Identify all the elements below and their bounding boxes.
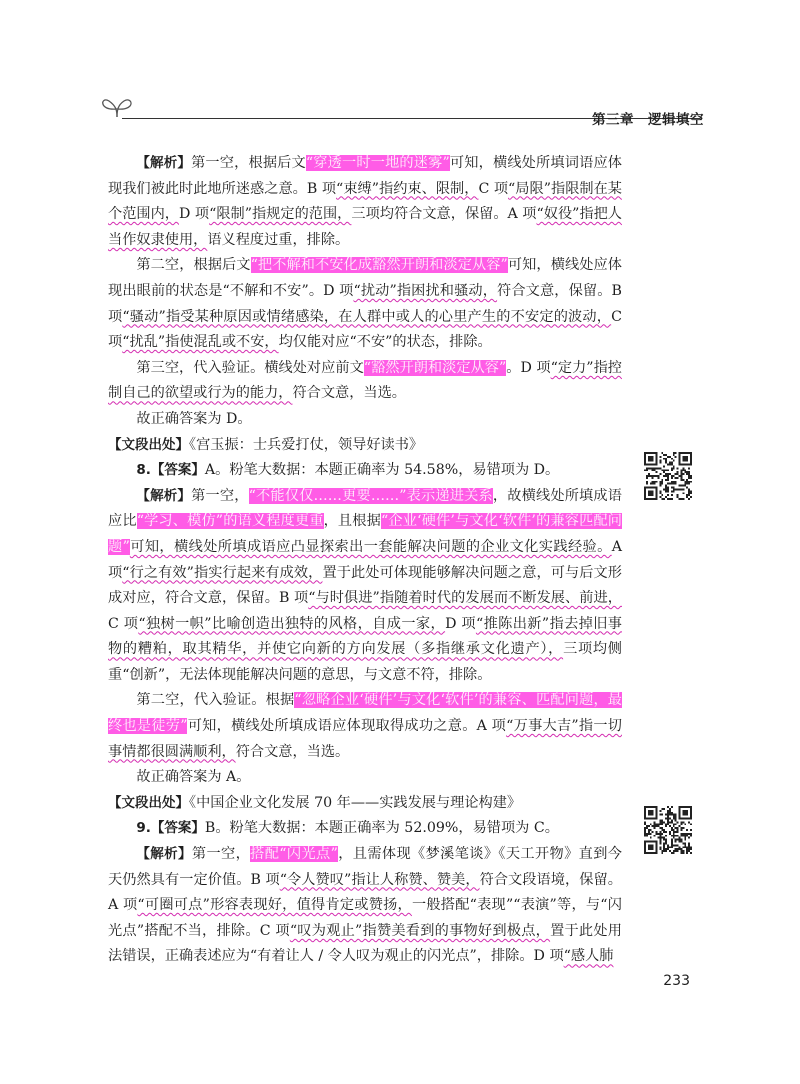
- highlighted-text: “穿透一时一地的迷雾”: [305, 155, 450, 171]
- body-text: 一般搭配“表现”“表演”等，与“闪光点”搭配不当，排除。C 项: [108, 897, 622, 939]
- paragraph: [108, 842, 622, 970]
- wavy-underlined-text: “限制”指规定的范围，: [209, 206, 352, 223]
- body-text: 故正确答案为 D。: [136, 410, 252, 427]
- body-text: 语义程度过重，排除。: [207, 231, 350, 248]
- body-text: 可知，横线处应体现出眼前的状态是“不解和不安”。D 项: [108, 257, 622, 299]
- body-text: B。粉笔大数据：本题正确率为 52.09%，易错项为 C。: [204, 820, 559, 837]
- body-text: ，且需体现《梦溪笔谈》《天工开物》直到今天仍然具有一定价值。B 项: [108, 846, 622, 888]
- wavy-underlined-text: “扰动”指困扰和骚动，: [353, 282, 498, 299]
- chapter-heading: [592, 108, 704, 128]
- body-text: 置于此处用法错误，正确表述应为“有着让人 / 令人叹为观止的闪光点”，排除。D 项: [108, 922, 622, 965]
- body-text: ，故横线处所填成语应比: [108, 487, 622, 530]
- paragraph: [108, 253, 622, 355]
- paragraph: [108, 407, 622, 433]
- wavy-underlined-text: “行之有效”指实行起来有成效，: [122, 564, 323, 581]
- section-label: 【解析】: [136, 155, 192, 171]
- body-text: 可知，横线处所填词语应体现我们被此时此地所迷惑之意。B 项: [108, 155, 622, 197]
- paragraph: [108, 151, 622, 253]
- paragraph: [108, 484, 622, 689]
- paragraph: [108, 458, 622, 484]
- body-text: 三项均符合文意，保留。A 项: [351, 206, 537, 223]
- page-number: 233: [663, 973, 690, 989]
- body-text: 第一空，根据后文: [191, 155, 306, 171]
- qr-code-icon[interactable]: [644, 806, 692, 854]
- body-text: 符合文意，当选。: [235, 743, 350, 760]
- paragraph: [108, 791, 622, 817]
- highlighted-text: “豁然开朗和淡定从容”: [363, 359, 507, 376]
- section-label: 8.【答案】: [136, 462, 205, 479]
- chapter-number: 第三章: [592, 112, 634, 128]
- section-label: 9.【答案】: [136, 820, 205, 837]
- body-text: 。D 项: [506, 359, 551, 376]
- body-text: 《中国企业文化发展 70 年——实践发展与理论构建》: [189, 794, 522, 811]
- body-text: C 项: [108, 308, 622, 351]
- highlighted-text: “学习、模仿”的语义程度更重: [136, 513, 324, 530]
- paragraph: [108, 433, 622, 459]
- wavy-underlined-text: “与时俱进”指随着时代的发展而不断发展、前进，: [308, 590, 622, 607]
- wavy-underlined-text: 可知，横线处所填成语应凸显探索出一套能解决问题的企业文化实践经验。: [129, 538, 612, 555]
- body-text: A。粉笔大数据：本题正确率为 54.58%，易错项为 D。: [204, 462, 560, 479]
- body-text: 第二空，代入验证。根据: [136, 692, 295, 709]
- highlighted-text: “把不解和不安化成豁然开朗和淡定从容”: [250, 257, 508, 274]
- wavy-underlined-text: “定力”指控制自己的欲望或行为的能力，: [108, 359, 622, 402]
- body-text: D 项: [445, 615, 476, 632]
- highlighted-text: 搭配“闪光点”: [250, 846, 338, 863]
- qr-code-icon[interactable]: [644, 452, 692, 500]
- section-label: 【文段出处】: [108, 436, 189, 453]
- body-text: D 项: [178, 206, 210, 223]
- wavy-underlined-text: “万事大吉”指一切事情都很圆满顺利，: [108, 718, 622, 760]
- body-text: 符合文意，保留。B 项: [108, 282, 622, 325]
- page-header: [0, 0, 800, 128]
- section-label: 【解析】: [136, 846, 192, 863]
- paragraph: [108, 688, 622, 765]
- body-text: A 项: [108, 538, 622, 581]
- wavy-underlined-text: “扰乱”指使混乱或不安，: [122, 334, 279, 351]
- body-text: 符合文段语境，保留。A 项: [108, 871, 622, 914]
- highlighted-text: “不能仅仅……更要……”表示递进关系: [248, 487, 493, 504]
- body-text: 符合文意，当选。: [292, 385, 406, 402]
- body-text: 第一空，: [191, 846, 251, 863]
- body-text: 故正确答案为 A。: [136, 769, 251, 786]
- body-text: C 项: [108, 615, 139, 632]
- wavy-underlined-text: “叹为观止”指赞美看到的事物好到极点，: [289, 922, 551, 939]
- body-text: 第三空，代入验证。横线处对应前文: [136, 359, 364, 376]
- body-text: 均仅能对应“不安”的状态，排除。: [278, 334, 492, 351]
- paragraph: [108, 765, 622, 791]
- highlighted-text: “企业‘硬件’与文化‘软件’的兼容匹配问题”: [108, 513, 622, 555]
- chapter-title: 逻辑填空: [648, 112, 704, 128]
- wavy-underlined-text: “感人肺: [563, 948, 614, 965]
- highlighted-text: “忽略企业‘硬件’与文化‘软件’的兼容、匹配问题，最终也是徒劳”: [108, 692, 622, 735]
- wavy-underlined-text: “可圈可点”形容表现好，值得肯定或赞扬，: [137, 897, 412, 914]
- wavy-underlined-text: “独树一帜”比喻创造出独特的风格，自成一家，: [138, 615, 446, 632]
- wavy-underlined-text: “束缚”指约束、限制，: [336, 180, 479, 197]
- body-text: 第一空，: [191, 487, 249, 504]
- body-text: 三项均侧重“创新”，无法体现能解决问题的意思，与文意不符，排除。: [108, 641, 622, 683]
- body-text: 《宫玉振：士兵爱打仗，领导好读书》: [189, 436, 424, 453]
- paragraph: [108, 816, 622, 842]
- section-label: 【文段出处】: [108, 794, 189, 811]
- wavy-underlined-text: “骚动”指受某种原因或情绪感染，在人群中或人的心里产生的不安定的波动，: [122, 308, 612, 325]
- body-text: C 项: [478, 180, 509, 197]
- paragraph: [108, 356, 622, 407]
- body-text: 第二空，根据后文: [136, 257, 251, 274]
- sprout-icon: [100, 96, 134, 118]
- wavy-underlined-text: “令人赞叹”指让人称赞、赞美，: [279, 871, 480, 888]
- wavy-underlined-text: “推陈出新”指去掉旧事物的糟粕，取其精华，并使它向新的方向发展（多指继承文化遗产），: [108, 615, 622, 658]
- wavy-underlined-text: “局限”指限制在某个范围内，: [108, 180, 622, 223]
- section-label: 【解析】: [136, 487, 192, 504]
- wavy-underlined-text: “奴役”指把人当作奴隶使用，: [108, 206, 622, 248]
- body-text: 置于此处可体现能够解决问题之意，可与后文形成对应，符合文意，保留。B 项: [108, 564, 622, 607]
- answer-explanations: [108, 151, 622, 970]
- body-text: 可知，横线处所填成语应体现取得成功之意。A 项: [187, 718, 507, 735]
- body-text: ，且根据: [323, 513, 381, 530]
